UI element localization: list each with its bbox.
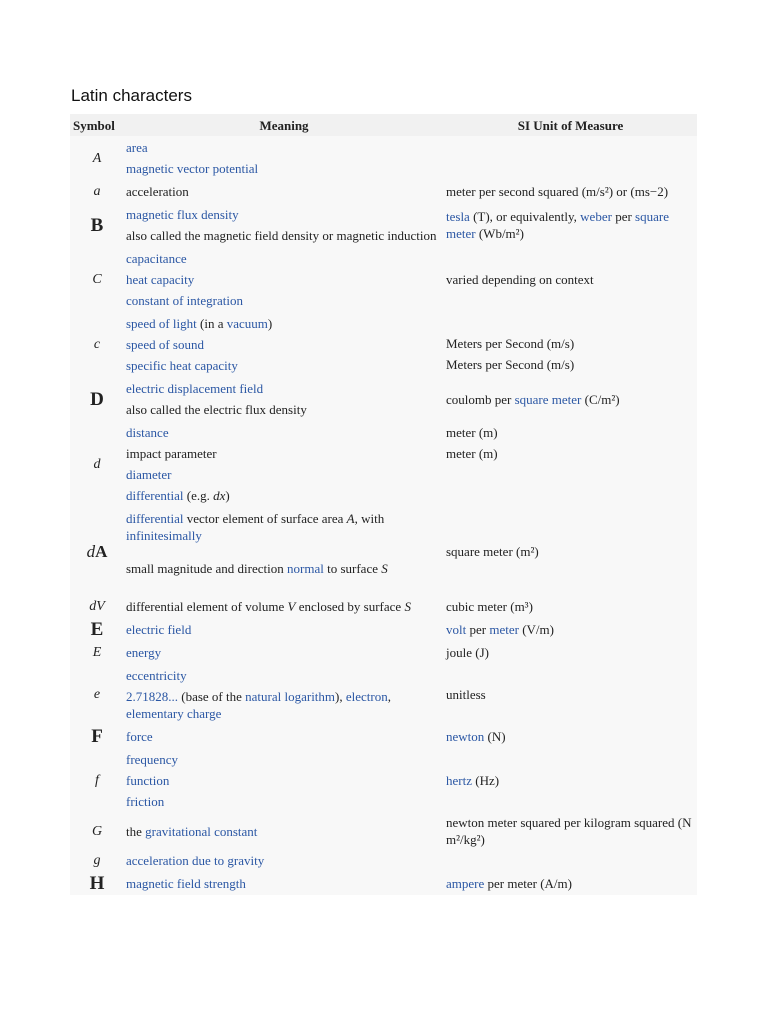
symbol-text: e xyxy=(93,687,101,702)
unit-cell xyxy=(444,725,697,748)
term-link[interactable]: vacuum xyxy=(226,316,268,331)
meaning-line xyxy=(126,204,442,225)
table-row xyxy=(70,136,697,180)
unit-cell xyxy=(444,813,697,849)
table-row xyxy=(70,641,697,664)
text-segment: Meters per Second (m/s) xyxy=(446,357,575,372)
meaning-cell xyxy=(124,247,444,312)
table-row xyxy=(70,180,697,203)
symbol-cell xyxy=(70,180,124,203)
math-variable: dx xyxy=(213,488,226,503)
term-link[interactable]: force xyxy=(126,729,153,744)
table-row xyxy=(70,507,697,595)
text-segment: (base of the xyxy=(178,689,246,704)
meaning-line xyxy=(126,248,442,269)
symbol-text: B xyxy=(90,214,104,236)
table-row xyxy=(70,377,697,421)
text-segment: vector element of surface area xyxy=(183,511,347,526)
meaning-line xyxy=(126,596,442,617)
text-segment: (in a xyxy=(196,316,227,331)
text-segment: joule (J) xyxy=(446,645,489,660)
meaning-line xyxy=(126,665,442,686)
unit-cell xyxy=(444,618,697,641)
term-link[interactable]: electron xyxy=(345,689,388,704)
meaning-line xyxy=(126,642,442,663)
meaning-line xyxy=(126,269,442,290)
term-link[interactable]: newton xyxy=(446,729,485,744)
table-row xyxy=(70,618,697,641)
unit-cell xyxy=(444,849,697,872)
symbol-cell xyxy=(70,312,124,377)
term-link[interactable]: distance xyxy=(126,425,169,440)
term-link[interactable]: magnetic vector potential xyxy=(126,161,259,176)
symbol-text: g xyxy=(93,853,101,868)
symbol-cell xyxy=(70,507,124,595)
term-link[interactable]: acceleration due to gravity xyxy=(126,853,265,868)
meaning-cell xyxy=(124,377,444,421)
meaning-column-header: Meaning xyxy=(124,114,444,136)
symbol-cell xyxy=(70,664,124,725)
unit-cell xyxy=(444,247,697,312)
text-segment: ) xyxy=(267,316,273,331)
symbol-text: dV xyxy=(89,599,105,614)
unit-cell xyxy=(444,203,697,247)
math-variable: S xyxy=(404,599,411,614)
term-link[interactable]: square meter xyxy=(446,209,669,241)
term-link[interactable]: magnetic field strength xyxy=(126,876,246,891)
text-segment: (Wb/m²) xyxy=(475,226,524,241)
meaning-line xyxy=(126,821,442,842)
text-segment: differential element of volume xyxy=(126,599,288,614)
table-row xyxy=(70,312,697,377)
meaning-line xyxy=(126,619,442,640)
text-segment: meter (m) xyxy=(446,425,498,440)
term-link[interactable]: diameter xyxy=(126,467,172,482)
symbol-cell xyxy=(70,813,124,849)
term-link[interactable]: ampere xyxy=(446,876,485,891)
symbol-text: f xyxy=(95,773,99,788)
meaning-line xyxy=(126,181,442,202)
meaning-line xyxy=(126,225,442,246)
meaning-line xyxy=(126,546,442,579)
math-variable: A xyxy=(346,511,355,526)
term-link[interactable]: speed of sound xyxy=(126,337,204,352)
unit-cell xyxy=(444,136,697,180)
symbol-text: H xyxy=(89,873,105,894)
math-variable: V xyxy=(287,599,296,614)
meaning-line xyxy=(126,749,442,770)
unit-cell xyxy=(444,377,697,421)
meaning-line xyxy=(126,290,442,311)
meaning-cell xyxy=(124,641,444,664)
symbol-text: d xyxy=(93,456,101,472)
table-row xyxy=(70,595,697,618)
term-link[interactable]: differential xyxy=(126,488,184,503)
symbol-bold-part: A xyxy=(95,541,108,561)
unit-cell xyxy=(444,595,697,618)
unit-cell xyxy=(444,312,697,377)
meaning-line xyxy=(126,378,442,399)
meaning-line xyxy=(126,850,442,871)
symbol-cell xyxy=(70,872,124,895)
text-segment: meter (m) xyxy=(446,446,498,461)
text-segment: unitless xyxy=(446,687,486,702)
meaning-cell xyxy=(124,595,444,618)
unit-cell xyxy=(444,507,697,595)
term-link[interactable]: friction xyxy=(126,794,165,809)
symbol-cell xyxy=(70,641,124,664)
text-segment: also called the magnetic field density or magnetic induction xyxy=(126,228,437,243)
meaning-line xyxy=(126,422,442,443)
unit-cell xyxy=(444,421,697,507)
term-link[interactable]: tesla xyxy=(446,209,470,224)
symbol-cell xyxy=(70,595,124,618)
term-link[interactable]: heat capacity xyxy=(126,272,195,287)
unit-column-header: SI Unit of Measure xyxy=(444,114,697,136)
text-segment: (V/m) xyxy=(518,622,554,637)
text-segment: square meter (m²) xyxy=(446,543,539,559)
term-link[interactable]: differential xyxy=(126,511,184,526)
term-link[interactable]: normal xyxy=(287,561,324,576)
symbol-text: C xyxy=(92,272,102,287)
symbol-column-header: Symbol xyxy=(70,114,124,136)
latin-symbols-table xyxy=(70,114,697,895)
meaning-line xyxy=(126,464,442,485)
table-row xyxy=(70,872,697,895)
text-segment: (C/m²) xyxy=(581,391,620,407)
text-segment: acceleration xyxy=(126,184,189,199)
meaning-line xyxy=(126,355,442,376)
symbol-cell xyxy=(70,849,124,872)
term-link[interactable]: specific heat capacity xyxy=(126,358,238,373)
text-segment: impact parameter xyxy=(126,446,217,461)
term-link[interactable]: electric field xyxy=(126,622,192,637)
text-segment: Meters per Second (m/s) xyxy=(446,336,575,351)
term-link[interactable]: energy xyxy=(126,645,162,660)
symbol-text: d xyxy=(86,541,96,561)
unit-cell xyxy=(444,180,697,203)
symbol-cell xyxy=(70,725,124,748)
table-row xyxy=(70,203,697,247)
text-segment: newton meter squared per kilogram squared (N m²/kg²) xyxy=(446,815,692,847)
table-row xyxy=(70,849,697,872)
text-segment: ), xyxy=(335,689,346,704)
meaning-cell xyxy=(124,136,444,180)
symbol-text: c xyxy=(93,337,101,352)
symbol-cell xyxy=(70,421,124,507)
symbol-cell xyxy=(70,203,124,247)
unit-cell xyxy=(444,872,697,895)
symbol-text: A xyxy=(92,150,102,166)
text-segment: meter per second squared (m/s²) or (ms−2) xyxy=(446,184,669,199)
text-segment: also called the electric flux density xyxy=(126,402,307,417)
text-segment: the xyxy=(126,823,146,839)
meaning-cell xyxy=(124,507,444,595)
table-row xyxy=(70,421,697,507)
term-link[interactable]: frequency xyxy=(126,752,178,767)
term-link[interactable]: gravitational constant xyxy=(145,823,258,839)
table-row xyxy=(70,725,697,748)
meaning-cell xyxy=(124,872,444,895)
term-link[interactable]: hertz xyxy=(446,773,472,788)
term-link[interactable]: square meter xyxy=(514,391,582,407)
text-segment: (N) xyxy=(484,729,506,744)
symbol-text: F xyxy=(91,726,103,747)
meaning-line xyxy=(126,686,442,724)
symbol-text: E xyxy=(90,619,104,640)
text-segment: ) xyxy=(225,488,230,503)
meaning-line xyxy=(126,726,442,747)
meaning-line xyxy=(126,770,442,791)
text-segment: per meter (A/m) xyxy=(484,876,572,891)
text-segment: , xyxy=(387,689,391,704)
symbol-cell xyxy=(70,247,124,312)
meaning-cell xyxy=(124,664,444,725)
unit-line xyxy=(446,422,695,443)
meaning-cell xyxy=(124,312,444,377)
meaning-line xyxy=(126,334,442,355)
symbol-cell xyxy=(70,136,124,180)
text-segment: varied depending on context xyxy=(446,272,594,287)
term-link[interactable]: infinitesimally xyxy=(126,528,202,543)
symbol-text: a xyxy=(93,184,101,199)
symbol-text: D xyxy=(90,388,104,410)
symbol-cell xyxy=(70,748,124,813)
text-segment: per xyxy=(611,209,636,224)
text-segment: (e.g. xyxy=(183,488,214,503)
text-segment: enclosed by surface xyxy=(295,599,405,614)
text-segment: , with xyxy=(354,511,385,526)
unit-line xyxy=(446,443,695,464)
unit-line xyxy=(446,354,695,375)
symbol-cell xyxy=(70,618,124,641)
term-link[interactable]: volt xyxy=(446,622,467,637)
table-row xyxy=(70,664,697,725)
text-segment: coulomb per xyxy=(446,391,515,407)
term-link[interactable]: area xyxy=(126,140,148,155)
unit-cell xyxy=(444,664,697,725)
meaning-line xyxy=(126,791,442,812)
meaning-cell xyxy=(124,421,444,507)
meaning-line xyxy=(126,158,442,179)
term-link[interactable]: elementary charge xyxy=(126,706,222,721)
unit-line xyxy=(446,313,695,354)
table-header-row xyxy=(70,114,697,136)
unit-cell xyxy=(444,641,697,664)
meaning-cell xyxy=(124,203,444,247)
term-link[interactable]: speed of light xyxy=(126,316,197,331)
table-row xyxy=(70,748,697,813)
term-link[interactable]: weber xyxy=(580,209,612,224)
term-link[interactable]: magnetic flux density xyxy=(126,207,239,222)
meaning-cell xyxy=(124,180,444,203)
math-variable: S xyxy=(381,561,388,576)
meaning-line xyxy=(126,485,442,506)
meaning-cell xyxy=(124,813,444,849)
meaning-line xyxy=(126,508,442,546)
term-link[interactable]: 2.71828... xyxy=(126,689,178,704)
text-segment: cubic meter (m³) xyxy=(446,599,533,614)
term-link[interactable]: eccentricity xyxy=(126,668,187,683)
meaning-cell xyxy=(124,725,444,748)
term-link[interactable]: natural logarithm xyxy=(245,689,336,704)
meaning-line xyxy=(126,873,442,894)
meaning-cell xyxy=(124,849,444,872)
term-link[interactable]: constant of integration xyxy=(126,293,243,308)
text-segment: small magnitude and direction xyxy=(126,561,288,576)
meaning-cell xyxy=(124,748,444,813)
symbol-text: E xyxy=(92,645,102,660)
term-link[interactable]: meter xyxy=(489,622,519,637)
table-row xyxy=(70,247,697,312)
text-segment: (Hz) xyxy=(471,773,500,788)
section-heading: Latin characters xyxy=(71,86,192,105)
unit-cell xyxy=(444,748,697,813)
text-segment: per xyxy=(466,622,490,637)
text-segment: to surface xyxy=(323,561,382,576)
term-link[interactable]: capacitance xyxy=(126,251,187,266)
text-segment: (T), or equivalently, xyxy=(469,209,581,224)
meaning-line xyxy=(126,137,442,158)
meaning-cell xyxy=(124,618,444,641)
meaning-line xyxy=(126,313,442,334)
table-row xyxy=(70,813,697,849)
symbol-cell xyxy=(70,377,124,421)
term-link[interactable]: function xyxy=(126,773,170,788)
symbol-text: G xyxy=(91,823,103,839)
term-link[interactable]: electric displacement field xyxy=(126,381,264,396)
meaning-line xyxy=(126,443,442,464)
meaning-line xyxy=(126,399,442,420)
